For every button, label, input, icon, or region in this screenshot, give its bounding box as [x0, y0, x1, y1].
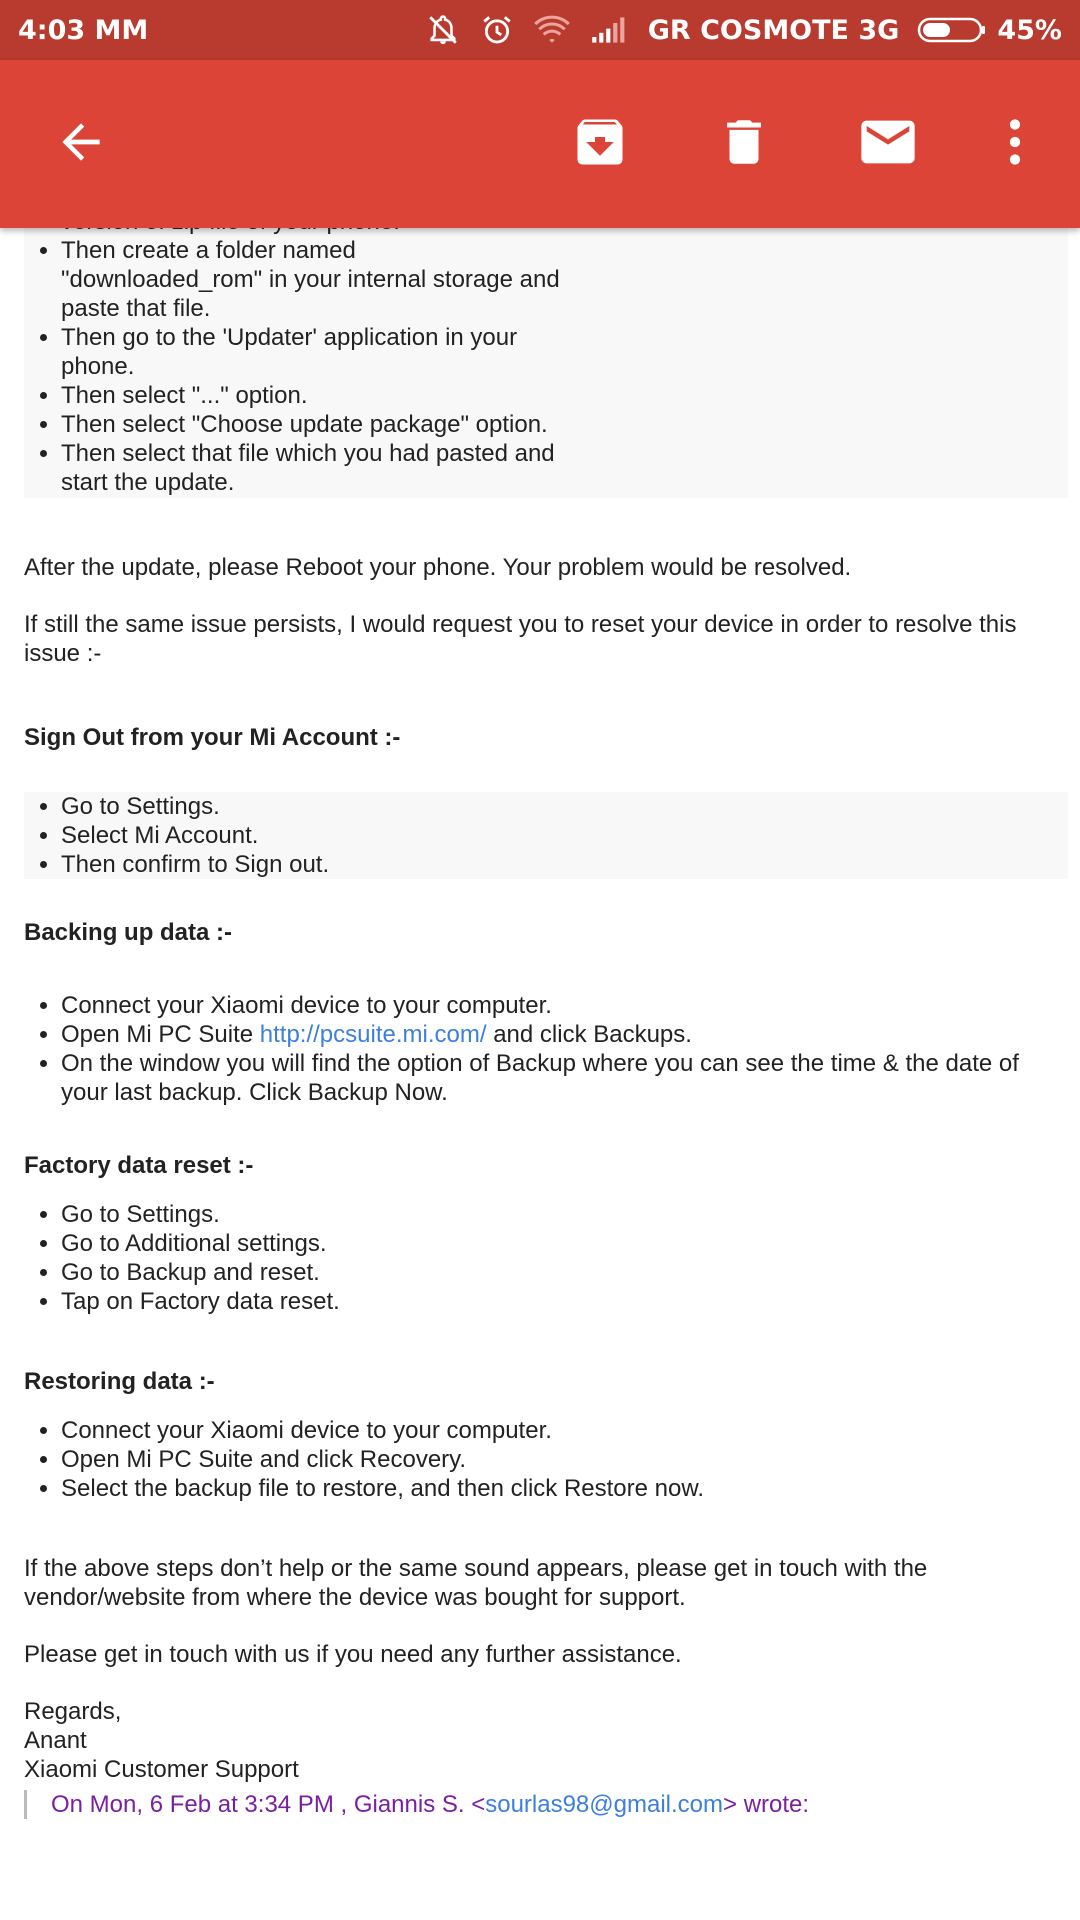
- get-in-touch-text: Please get in touch with us if you need any further assistance.: [24, 1641, 682, 1668]
- signature-name: Anant: [24, 1727, 87, 1754]
- list-item: • Go to Settings.: [61, 792, 1068, 821]
- pcsuite-link[interactable]: http://pcsuite.mi.com/: [259, 1021, 487, 1048]
- signature-team: Xiaomi Customer Support: [24, 1756, 299, 1783]
- delete-button[interactable]: [689, 60, 799, 228]
- list-item: • Go to Additional settings.: [61, 1229, 1080, 1258]
- back-button[interactable]: [26, 60, 136, 228]
- status-bar: [0, 0, 1080, 60]
- list-item: • Then confirm to Sign out.: [61, 850, 1068, 879]
- list-item: • Then create a folder named "downloaded_rom" in your internal storage and paste that file.: [61, 236, 561, 323]
- quoted-header: On Mon, 6 Feb at 3:34 PM , Giannis S. <sourlas98@gmail.com> wrote:: [24, 1790, 1080, 1819]
- list-item: • Go to Settings.: [61, 1200, 1080, 1229]
- mark-unread-button[interactable]: [833, 60, 943, 228]
- restore-steps-list: [24, 1416, 1080, 1503]
- list-item: • Then select "Choose update package" option.: [61, 410, 561, 439]
- list-item: • Tap on Factory data reset.: [61, 1287, 1080, 1316]
- app-bar: [0, 60, 1080, 228]
- sender-email-link[interactable]: sourlas98@gmail.com: [485, 1791, 724, 1818]
- more-options-button[interactable]: [960, 60, 1070, 228]
- list-item: • Connect your Xiaomi device to your computer.: [61, 1416, 1080, 1445]
- list-item: • Connect your Xiaomi device to your computer.: [61, 991, 1071, 1020]
- factory-reset-steps-list: [24, 1200, 1080, 1316]
- mail-icon: [856, 110, 920, 179]
- notifications-off-icon: [426, 13, 460, 47]
- backup-heading: Backing up data :-: [24, 919, 233, 946]
- list-item: • Select Mi Account.: [61, 821, 1068, 850]
- restore-heading: Restoring data :-: [24, 1368, 215, 1395]
- if-not-help-text: If the above steps don’t help or the same sound appears, please get in touch with the vendor/website from where the device was bought for support.: [24, 1555, 928, 1611]
- wifi-icon: [534, 14, 570, 46]
- sign-out-heading: Sign Out from your Mi Account :-: [24, 724, 401, 751]
- if-persists-text: If still the same issue persists, I would request you to reset your device in order to resolve this issue :-: [24, 611, 1017, 667]
- email-body[interactable]: [0, 228, 1080, 1920]
- list-item: • Open Mi PC Suite http://pcsuite.mi.com/ and click Backups.: [61, 1020, 1071, 1049]
- list-item: • Go to Backup and reset.: [61, 1258, 1080, 1287]
- after-update-text: After the update, please Reboot your phone. Your problem would be resolved.: [24, 554, 852, 581]
- status-icons: [406, 13, 1062, 47]
- sign-out-steps-block: [24, 792, 1068, 879]
- list-item: • Then select "..." option.: [61, 381, 561, 410]
- archive-icon: [570, 112, 630, 177]
- arrow-back-icon: [53, 114, 109, 175]
- trash-icon: [715, 113, 773, 176]
- backup-steps-list: [24, 991, 1071, 1107]
- carrier-name: GR COSMOTE 3G: [647, 14, 900, 46]
- sign-out-steps-list: [24, 792, 1068, 879]
- list-item: • On the window you will find the option of Backup where you can see the time & the date of your last backup. Click Backup Now.: [61, 1049, 1071, 1107]
- more-vert-icon: [987, 114, 1043, 175]
- factory-reset-heading: Factory data reset :-: [24, 1152, 254, 1179]
- update-steps-block: [24, 207, 1068, 498]
- archive-button[interactable]: [545, 60, 655, 228]
- alarm-icon: [480, 13, 514, 47]
- signature: [24, 1697, 1044, 1784]
- regards-text: Regards,: [24, 1698, 122, 1725]
- battery-icon: [917, 16, 987, 44]
- update-steps-list: [24, 207, 1068, 497]
- list-item: • Open Mi PC Suite and click Recovery.: [61, 1445, 1080, 1474]
- status-time: 4:03 ΜΜ: [18, 14, 149, 46]
- list-item: • Select the backup file to restore, and then click Restore now.: [61, 1474, 1080, 1503]
- list-item: • Then select that file which you had pasted and start the update.: [61, 439, 561, 497]
- list-item: • Then go to the 'Updater' application in your phone.: [61, 323, 561, 381]
- battery-percent: 45%: [997, 14, 1062, 46]
- signal-icon: [590, 16, 628, 44]
